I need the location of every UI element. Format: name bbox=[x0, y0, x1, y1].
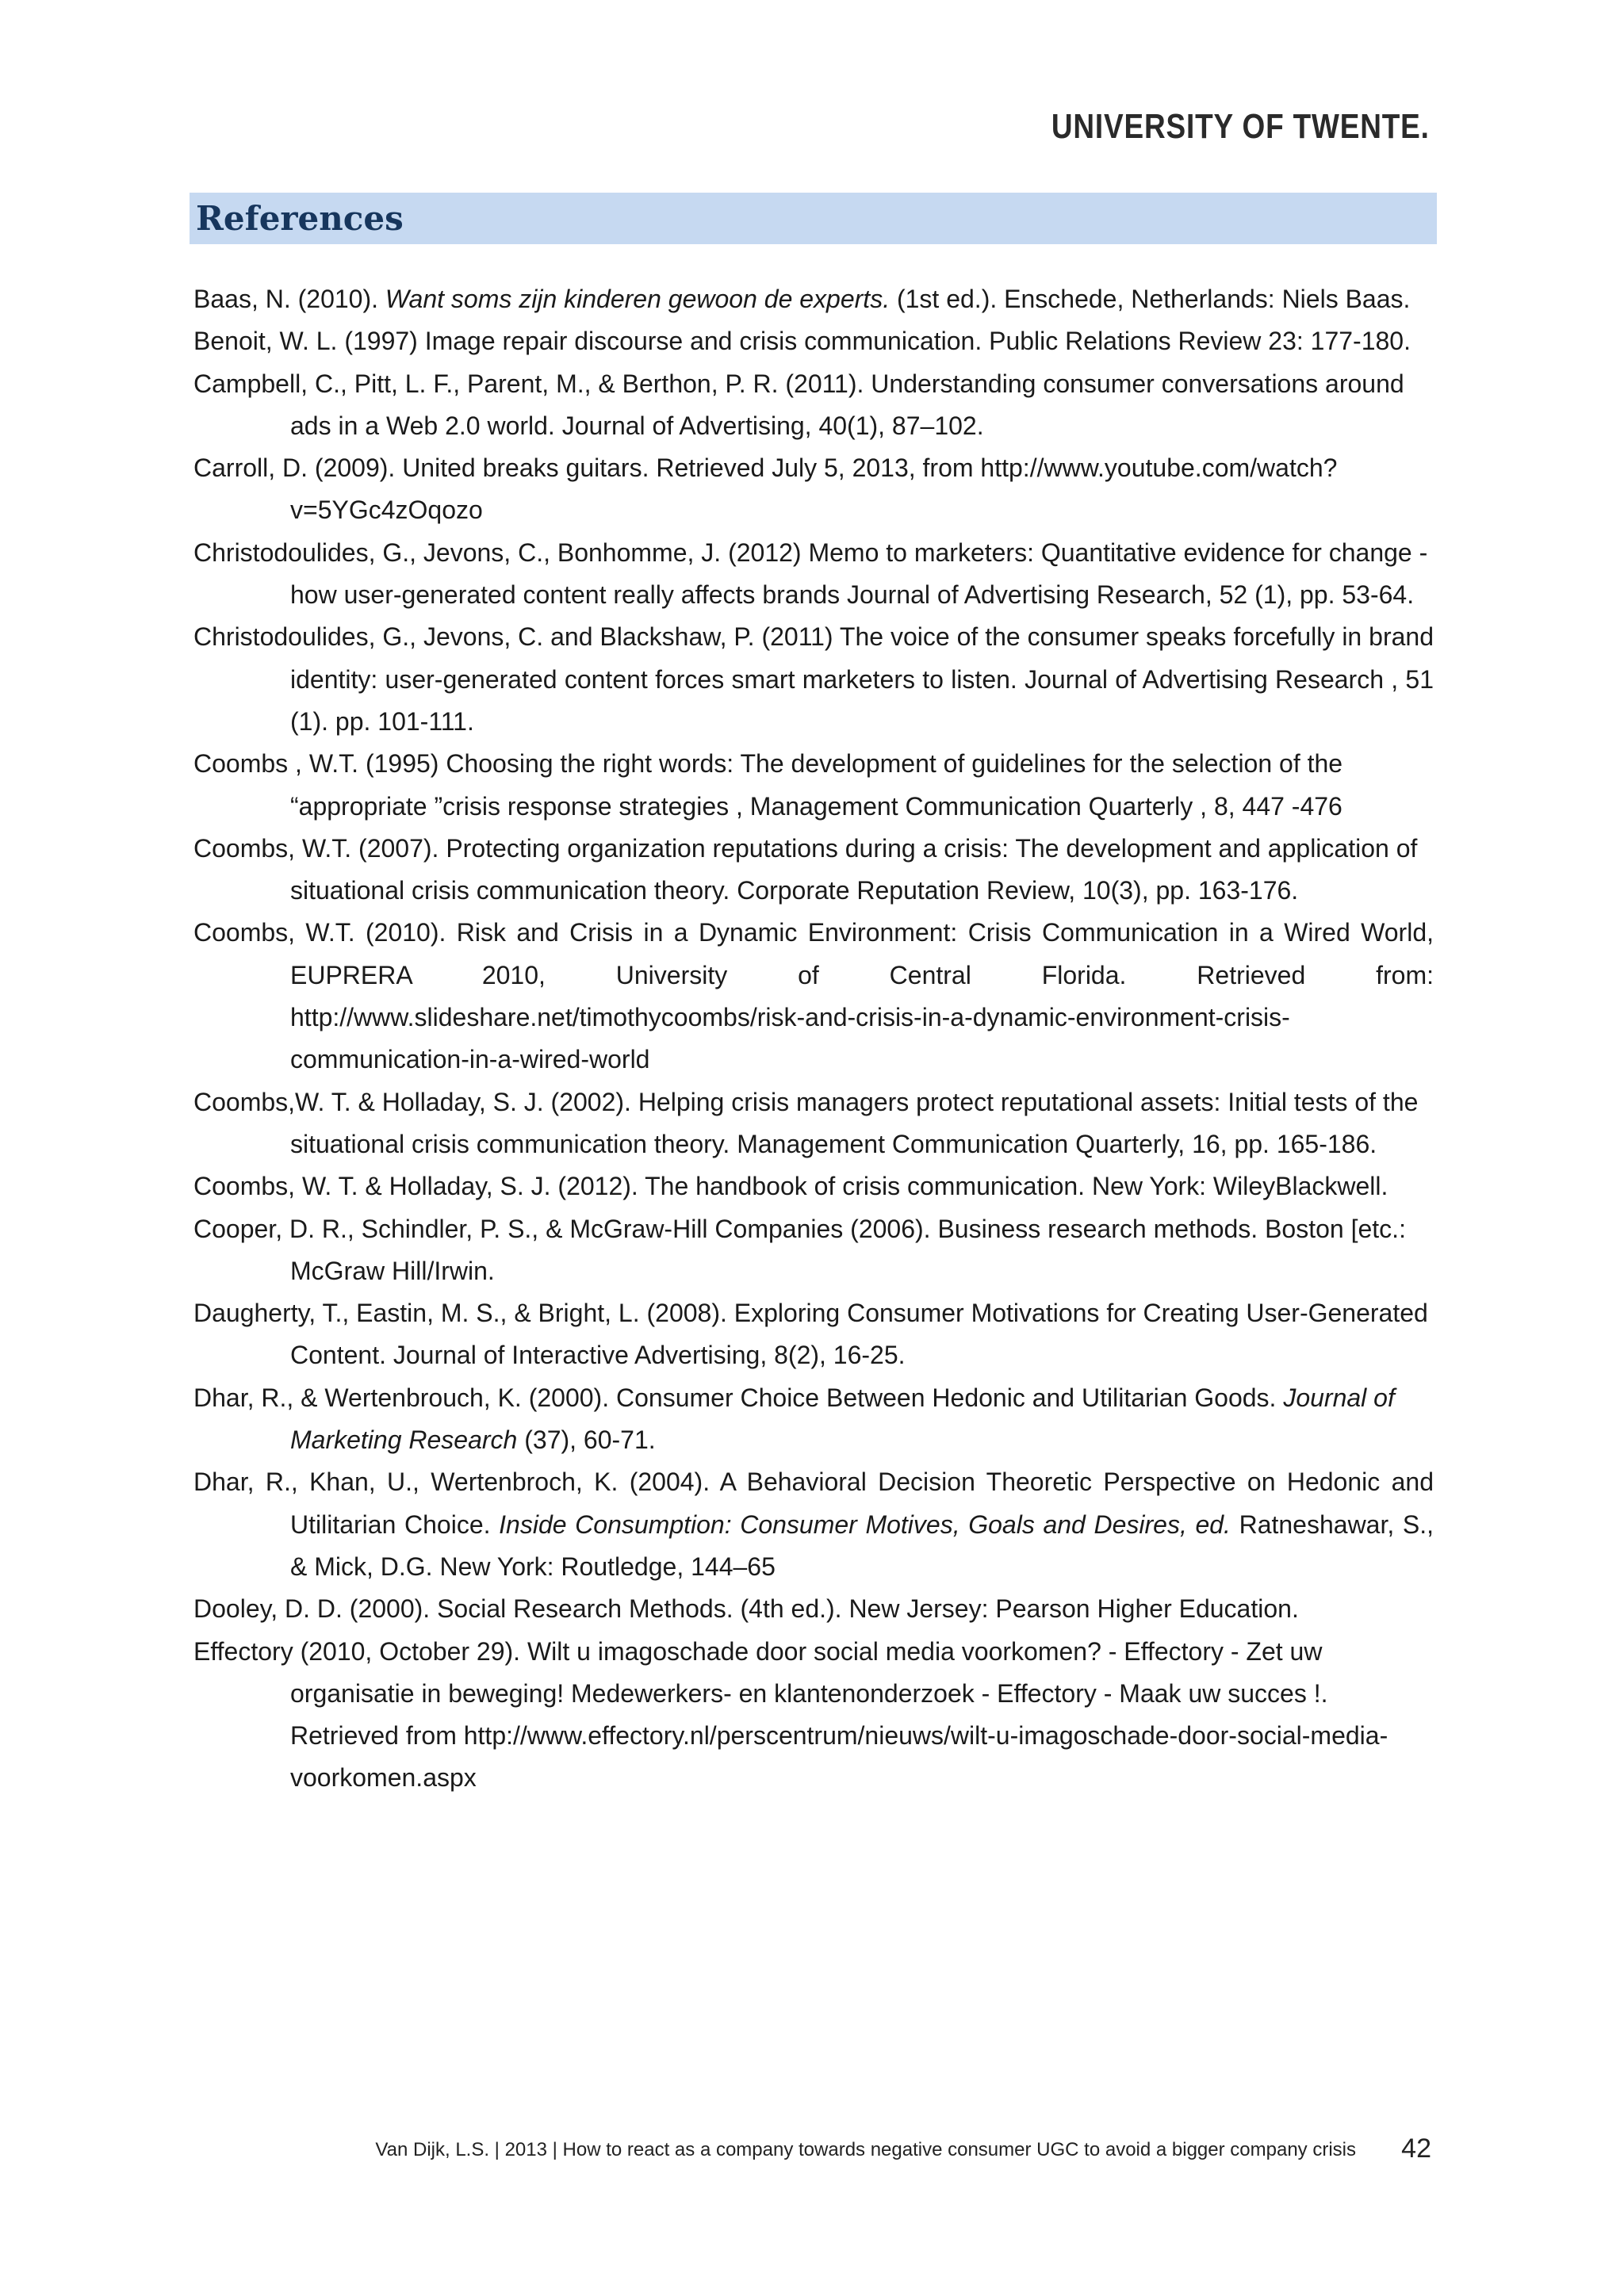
reference-entry: Coombs, W.T. (2007). Protecting organization reputations during a crisis: The development and application of situational crisis communication theory. Corporate Reputation Review, 10(3), pp. 163-176. bbox=[193, 833, 1418, 905]
section-heading bbox=[190, 193, 1437, 244]
reference-entry: Dhar, R., & Wertenbrouch, K. (2000). Consumer Choice Between Hedonic and Utilitarian Goods. Journal of Marketing Research (37), 60-71. bbox=[193, 1383, 1395, 1455]
reference-entry: Dooley, D. D. (2000). Social Research Methods. (4th ed.). New Jersey: Pearson Higher Education. bbox=[193, 1594, 1299, 1624]
reference-entry: Daugherty, T., Eastin, M. S., & Bright, L. (2008). Exploring Consumer Motivations for Creating User-Generated Content. Journal of Interactive Advertising, 8(2), 16-25. bbox=[193, 1299, 1428, 1370]
reference-entry: Benoit, W. L. (1997) Image repair discourse and crisis communication. Public Relations Review 23: 177-180. bbox=[193, 327, 1411, 356]
reference-entry: Coombs,W. T. & Holladay, S. J. (2002). Helping crisis managers protect reputational assets: Initial tests of the situational crisis communication theory. Management Communication Quarterly, 16, pp. 165-186. bbox=[193, 1087, 1419, 1158]
reference-entry: Coombs, W.T. (2010). Risk and Crisis in a Dynamic Environment: Crisis Communication in a Wired World, EUPRERA 2010, University of Central Florida. Retrieved from: http://www.slideshare.net/timothycoombs/risk-and-crisis-in-a-dynamic-environment-crisis-communication-in-a-wired-world bbox=[193, 918, 1434, 1074]
footer-text: Van Dijk, L.S. | 2013 | How to react as a company towards negative consumer UGC to avoid a bigger company crisis bbox=[375, 2139, 1356, 2160]
reference-entry: Cooper, D. R., Schindler, P. S., & McGraw-Hill Companies (2006). Business research methods. Boston [etc.: McGraw Hill/Irwin. bbox=[193, 1214, 1406, 1285]
section-title: References bbox=[196, 199, 404, 238]
university-logo: UNIVERSITY OF TWENTE. bbox=[1051, 107, 1430, 146]
page-number: 42 bbox=[1401, 2133, 1431, 2164]
reference-entry: Dhar, R., Khan, U., Wertenbroch, K. (2004). A Behavioral Decision Theoretic Perspective on Hedonic and Utilitarian Choice. Inside Consumption: Consumer Motives, Goals and Desires, ed. Ratneshawar, S., & Mick, D.G. New York: Routledge, 144–65 bbox=[193, 1468, 1434, 1581]
page-footer bbox=[333, 2133, 1435, 2164]
reference-entry: Christodoulides, G., Jevons, C. and Blackshaw, P. (2011) The voice of the consumer speaks forcefully in brand identity: user-generated content forces smart marketers to listen. Journal of Advertising Research , 51 (1). pp. 101-111. bbox=[193, 622, 1434, 736]
reference-list bbox=[193, 278, 1434, 1800]
reference-entry: Coombs , W.T. (1995) Choosing the right words: The development of guidelines for the selection of the “appropriate ”crisis response strategies , Management Communication Quarterly , 8, 447 -476 bbox=[193, 749, 1343, 821]
reference-entry: Carroll, D. (2009). United breaks guitars. Retrieved July 5, 2013, from http://www.youtube.com/watch?v=5YGc4zOqozo bbox=[193, 453, 1338, 525]
reference-entry: Baas, N. (2010). Want soms zijn kinderen gewoon de experts. (1st ed.). Enschede, Netherlands: Niels Baas. bbox=[193, 285, 1411, 313]
reference-entry: Christodoulides, G., Jevons, C., Bonhomme, J. (2012) Memo to marketers: Quantitative evidence for change - how user-generated content really affects brands Journal of Advertising Research, 52 (1), pp. 53-64. bbox=[193, 538, 1428, 610]
reference-entry: Effectory (2010, October 29). Wilt u imagoschade door social media voorkomen? - Effectory - Zet uw organisatie in beweging! Medewerkers- en klantenonderzoek - Effectory - Maak uw succes !. Retrieved from http://www.effectory.nl/perscentrum/nieuws/wilt-u-imagoschade-door-social-media-voorkomen.aspx bbox=[193, 1636, 1388, 1793]
reference-entry: Coombs, W. T. & Holladay, S. J. (2012). The handbook of crisis communication. New York: WileyBlackwell. bbox=[193, 1172, 1388, 1201]
reference-entry: Campbell, C., Pitt, L. F., Parent, M., & Berthon, P. R. (2011). Understanding consumer conversations around ads in a Web 2.0 world. Journal of Advertising, 40(1), 87–102. bbox=[193, 369, 1404, 440]
